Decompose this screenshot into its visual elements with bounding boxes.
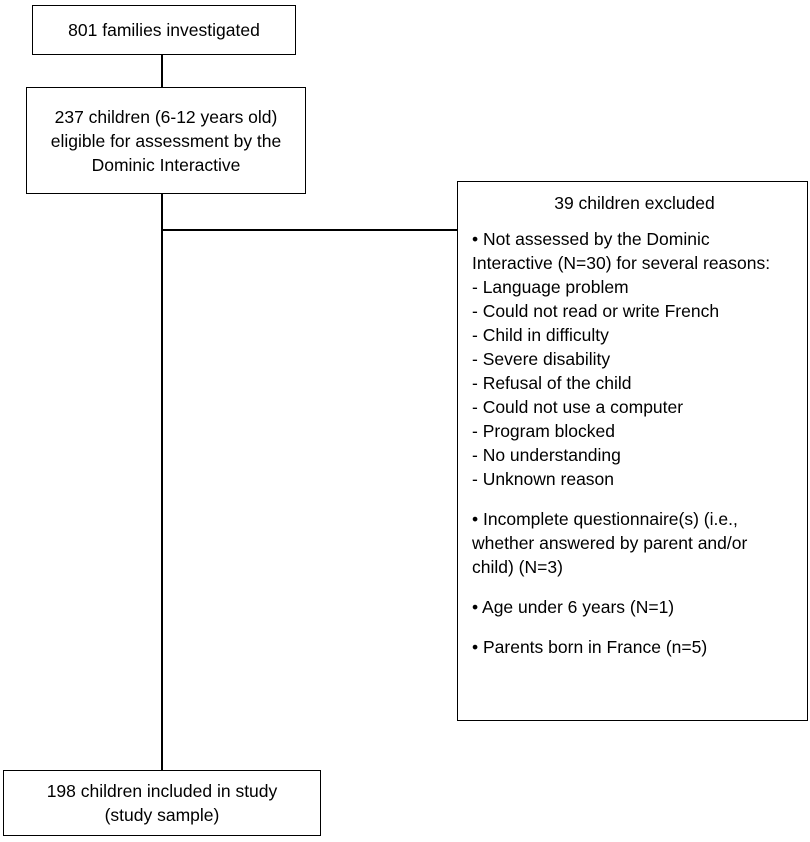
incomplete-line-1: • Incomplete questionnaire(s) (i.e., [472, 509, 738, 529]
reason-item: - Unknown reason [472, 469, 615, 489]
parents-item: • Parents born in France (n=5) [472, 637, 708, 657]
eligible-line-1: 237 children (6-12 years old) [54, 106, 278, 127]
included-line-1: 198 children included in study [46, 781, 278, 801]
not-assessed-block [472, 227, 797, 275]
eligible-line-2: eligible for assessment by the [50, 130, 282, 151]
box-included-children [3, 770, 321, 836]
included-line-2: (study sample) [104, 805, 220, 825]
box-excluded-children [457, 181, 808, 721]
excluded-title: 39 children excluded [554, 193, 715, 213]
incomplete-block [472, 507, 797, 579]
box-eligible-children [26, 87, 306, 194]
reason-item: - Child in difficulty [472, 325, 609, 345]
age-item: • Age under 6 years (N=1) [472, 597, 675, 617]
connector-families-to-eligible [161, 54, 163, 87]
incomplete-line-2: whether answered by parent and/or [472, 533, 748, 553]
incomplete-line-3: child) (N=3) [472, 557, 563, 577]
not-assessed-line-2: Interactive (N=30) for several reasons: [472, 253, 771, 273]
families-text: 801 families investigated [68, 20, 260, 40]
reason-item: - No understanding [472, 445, 621, 465]
reason-item: - Program blocked [472, 421, 615, 441]
reason-item: - Refusal of the child [472, 373, 632, 393]
box-families-investigated [32, 5, 296, 55]
eligible-line-3: Dominic Interactive [91, 154, 241, 175]
reason-item: - Language problem [472, 277, 629, 297]
reason-item: - Could not read or write French [472, 301, 720, 321]
connector-eligible-to-included [161, 193, 163, 770]
reasons-list [472, 275, 797, 491]
reason-item: - Severe disability [472, 349, 611, 369]
reason-item: - Could not use a computer [472, 397, 684, 417]
not-assessed-line-1: • Not assessed by the Dominic [472, 229, 710, 249]
connector-to-excluded [161, 229, 457, 231]
